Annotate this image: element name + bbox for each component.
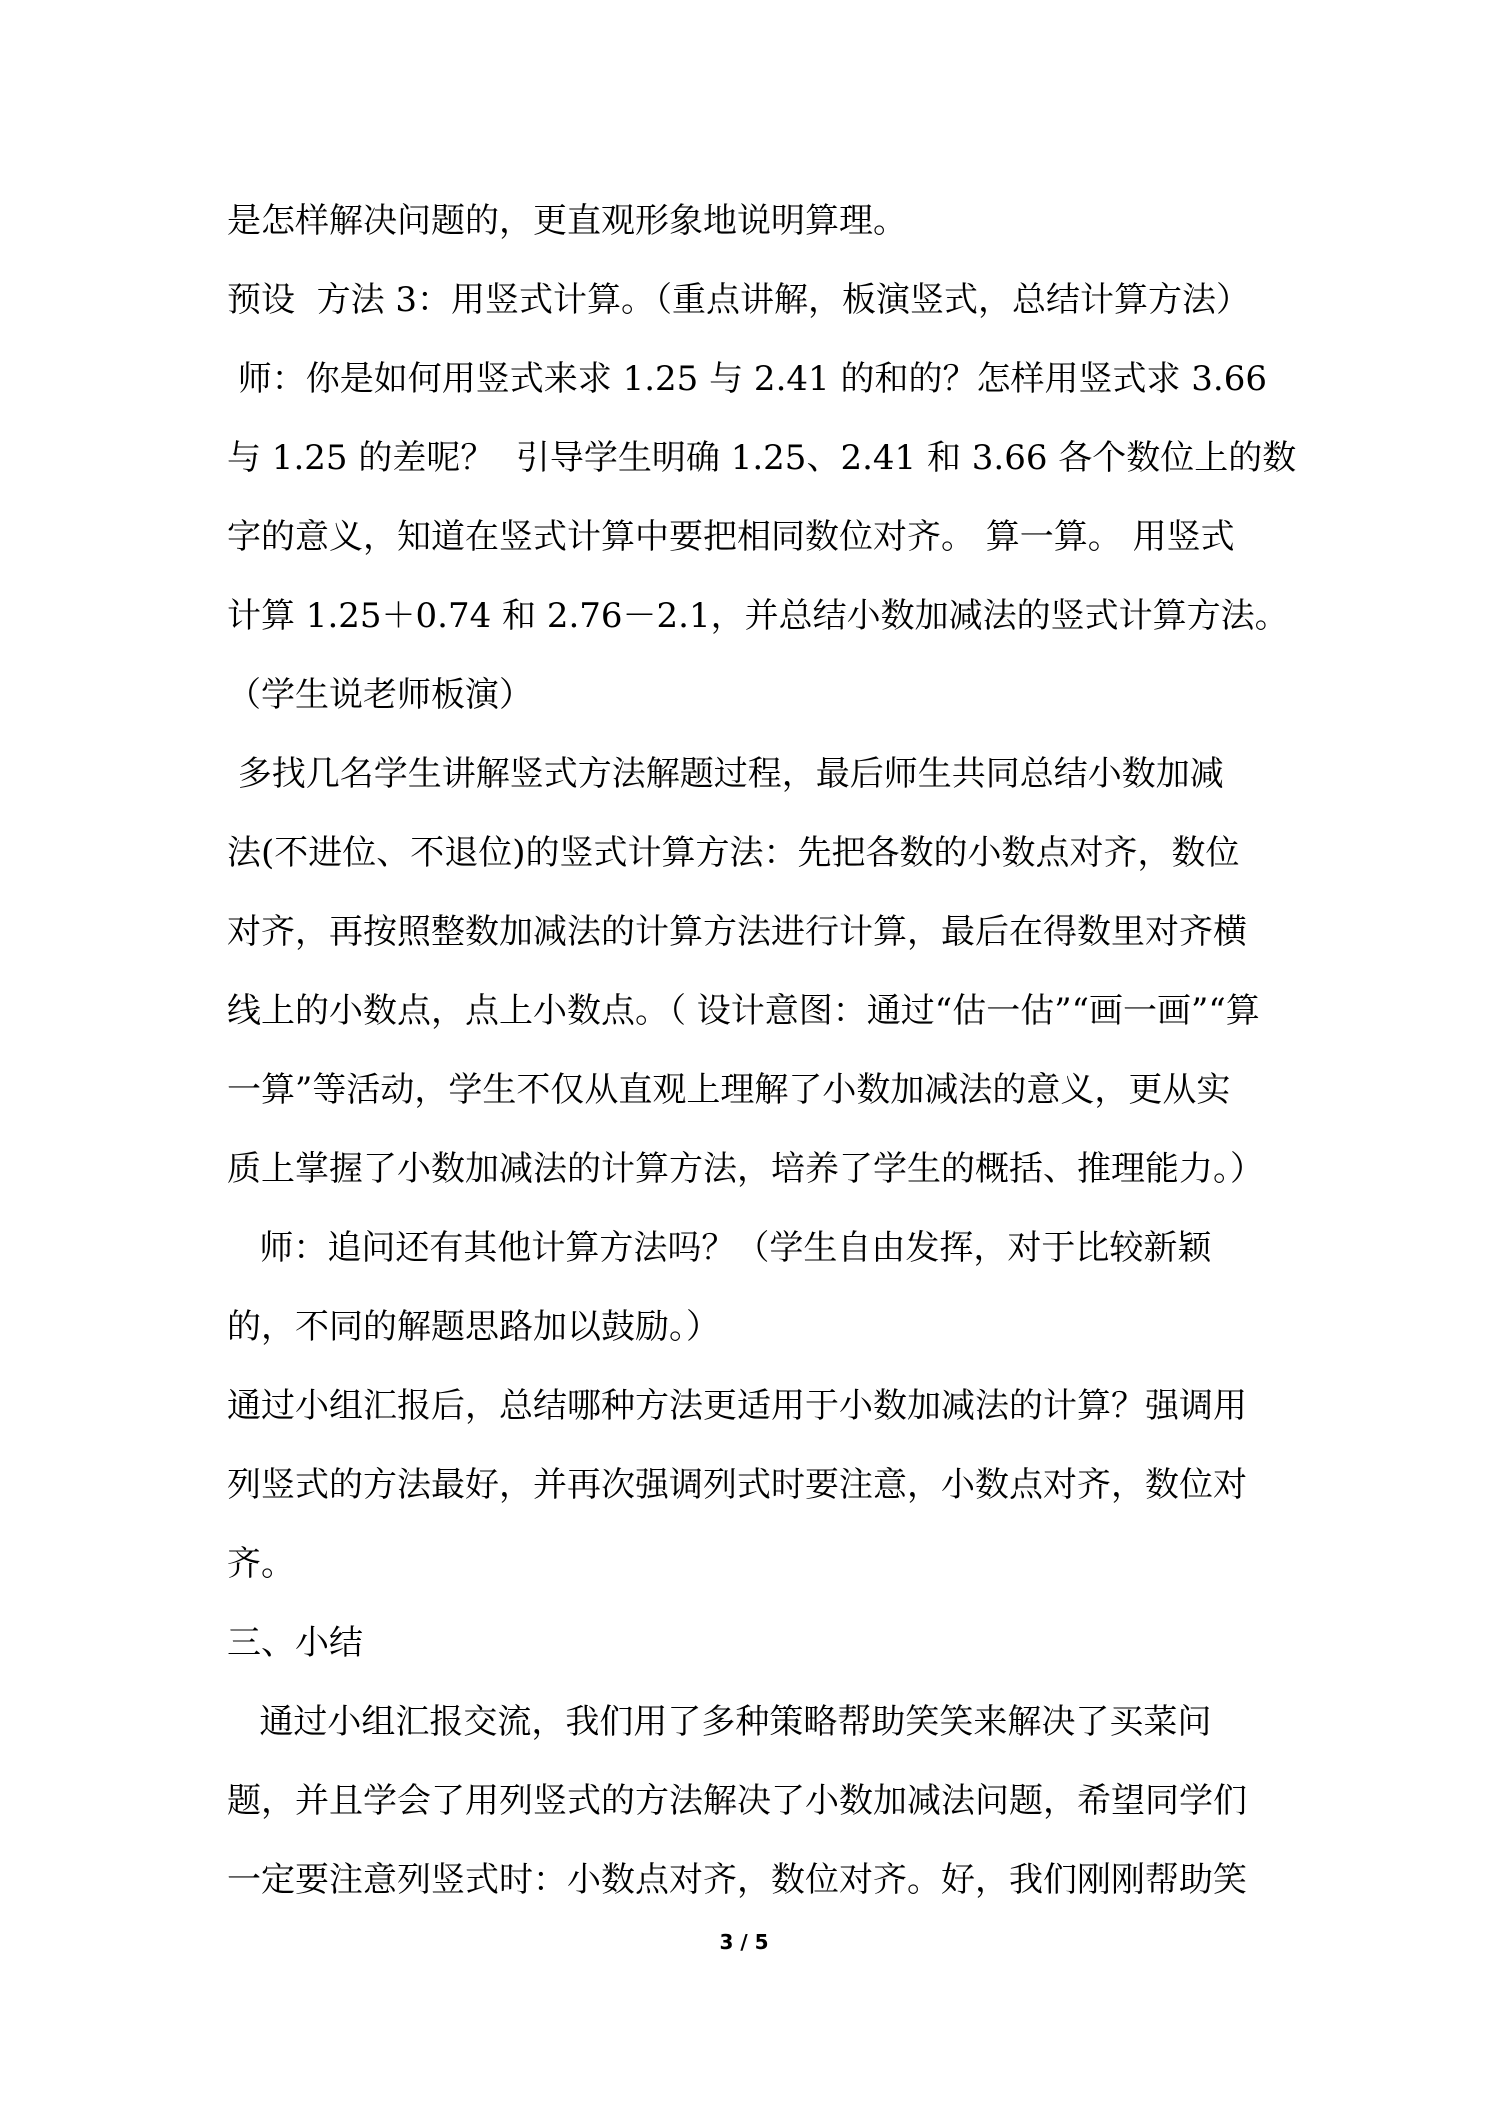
text-line: 对齐，再按照整数加减法的计算方法进行计算，最后在得数里对齐横	[227, 912, 1247, 952]
text-line: 字的意义，知道在竖式计算中要把相同数位对齐。 算一算。 用竖式	[227, 517, 1235, 557]
text-line: 题，并且学会了用列竖式的方法解决了小数加减法问题，希望同学们	[227, 1781, 1247, 1821]
text-line: 师：追问还有其他计算方法吗？（学生自由发挥，对于比较新颖	[227, 1228, 1212, 1268]
text-line: 预设 方法 3：用竖式计算。（重点讲解，板演竖式，总结计算方法）	[227, 280, 1251, 320]
text-line: 一定要注意列竖式时：小数点对齐，数位对齐。好，我们刚刚帮助笑	[227, 1860, 1247, 1900]
text-line: 的，不同的解题思路加以鼓励。）	[227, 1307, 720, 1347]
text-line: 多找几名学生讲解竖式方法解题过程，最后师生共同总结小数加减	[227, 754, 1224, 794]
text-line: （学生说老师板演）	[227, 675, 533, 715]
text-line: 法(不进位、不退位)的竖式计算方法：先把各数的小数点对齐，数位	[227, 833, 1240, 873]
page-number: 3 / 5	[719, 1930, 769, 1954]
section-heading: 三、小结	[227, 1623, 363, 1663]
text-line: 计算 1.25＋0.74 和 2.76－2.1，并总结小数加减法的竖式计算方法。	[227, 596, 1289, 636]
text-line: 通过小组汇报后，总结哪种方法更适用于小数加减法的计算？强调用	[227, 1386, 1247, 1426]
text-line: 是怎样解决问题的，更直观形象地说明算理。	[227, 201, 907, 241]
text-line: 线上的小数点，点上小数点。（ 设计意图：通过“估一估”“画一画”“算	[227, 991, 1260, 1031]
text-line: 一算”等活动，学生不仅从直观上理解了小数加减法的意义，更从实	[227, 1070, 1231, 1110]
text-line: 师：你是如何用竖式来求 1.25 与 2.41 的和的？怎样用竖式求 3.66	[227, 359, 1267, 399]
text-line: 通过小组汇报交流，我们用了多种策略帮助笑笑来解决了买菜问	[227, 1702, 1212, 1742]
text-line: 质上掌握了小数加减法的计算方法，培养了学生的概括、推理能力。）	[227, 1149, 1264, 1189]
text-line: 与 1.25 的差呢？ 引导学生明确 1.25、2.41 和 3.66 各个数位上的数	[227, 438, 1297, 478]
text-line: 齐。	[227, 1544, 295, 1584]
text-line: 列竖式的方法最好，并再次强调列式时要注意，小数点对齐，数位对	[227, 1465, 1247, 1505]
